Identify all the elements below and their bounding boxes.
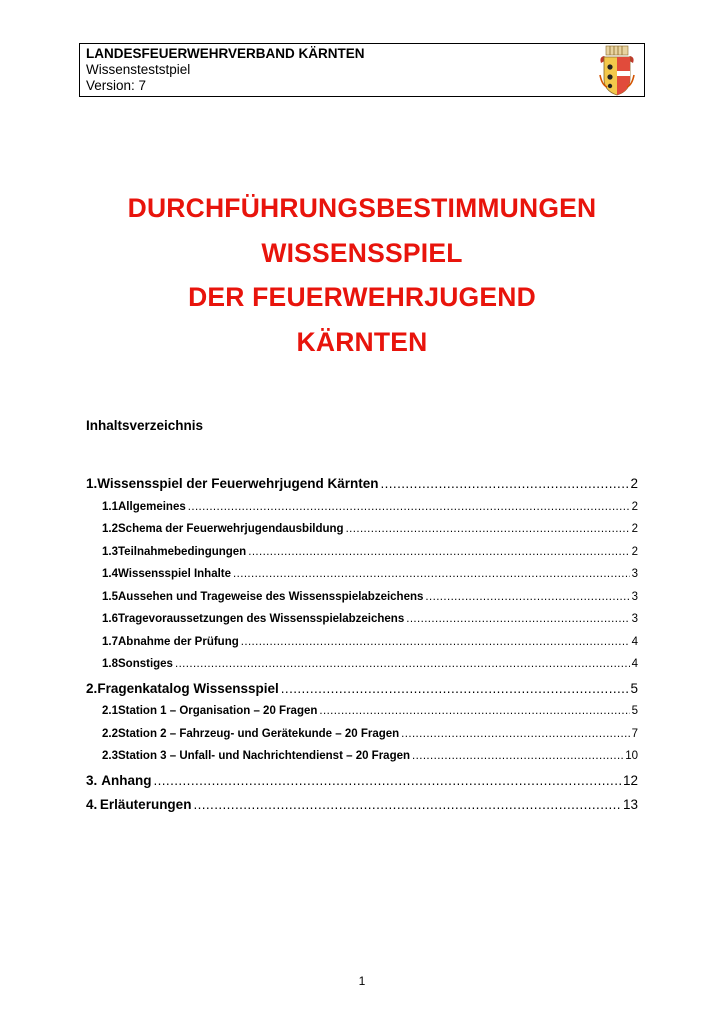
toc-entry-page[interactable]: 5 <box>631 705 638 717</box>
toc-entry-label[interactable]: Station 3 – Unfall- und Nachrichtendienst – 20 Fragen <box>118 750 411 762</box>
toc-entry-page[interactable]: 4 <box>631 635 638 648</box>
toc-entry-page[interactable]: 5 <box>630 680 638 696</box>
toc-entry[interactable] <box>86 773 638 798</box>
toc-entry-label[interactable]: Station 1 – Organisation – 20 Fragen <box>118 705 318 717</box>
toc-entry[interactable] <box>86 476 638 501</box>
toc-entry-number: 1.2 <box>102 523 118 535</box>
toc-entry[interactable] <box>86 591 638 614</box>
toc-entry-number: 1.3 <box>102 545 118 558</box>
toc-dot-leader <box>248 546 629 558</box>
toc-dot-leader <box>406 613 629 625</box>
toc-dot-leader <box>241 636 630 648</box>
toc-entry-label[interactable]: Sonstiges <box>118 658 173 670</box>
toc-entry-label[interactable]: Wissensspiel Inhalte <box>118 568 232 580</box>
toc-entry[interactable] <box>86 681 638 706</box>
toc-entry-number: 1.5 <box>102 590 118 603</box>
toc-entry-number: 4. <box>86 797 98 812</box>
toc-dot-leader <box>233 568 630 580</box>
toc-entry[interactable] <box>86 658 638 681</box>
toc-entry-page[interactable]: 10 <box>625 750 638 762</box>
title-line-1: DURCHFÜHRUNGSBESTIMMUNGEN <box>127 193 597 223</box>
toc-entry[interactable] <box>86 728 638 751</box>
toc-dot-leader <box>193 797 621 812</box>
toc-dot-leader <box>346 523 630 535</box>
toc-dot-leader <box>281 681 629 696</box>
toc-dot-leader <box>153 773 621 788</box>
toc-entry[interactable] <box>86 797 638 822</box>
toc-dot-leader <box>380 476 628 491</box>
title-line-2: WISSENSSPIEL <box>261 237 463 268</box>
document-title <box>0 186 724 364</box>
toc-entry[interactable] <box>86 501 638 524</box>
toc-entry-page[interactable]: 4 <box>631 658 638 670</box>
toc-entry-label[interactable]: Abnahme der Prüfung <box>118 635 239 648</box>
toc-entry-page[interactable]: 2 <box>631 545 638 558</box>
toc-entry-number: 2. <box>86 680 98 696</box>
header-document-name: Wissensteststpiel <box>86 62 191 77</box>
header-version: Version: 7 <box>86 78 147 93</box>
toc-entry-page[interactable]: 3 <box>631 613 638 625</box>
toc-entry-label[interactable]: Fragenkatalog Wissensspiel <box>97 680 279 696</box>
toc-entry-label[interactable]: Erläuterungen <box>99 797 192 812</box>
document-header <box>79 43 645 97</box>
toc-entry-number: 1.4 <box>102 568 118 580</box>
toc-entry-page[interactable]: 3 <box>631 590 638 603</box>
toc-entry-number: 1.1 <box>102 500 118 513</box>
toc-entry-number: 2.3 <box>102 750 118 762</box>
toc-entry-label[interactable]: Station 2 – Fahrzeug- und Gerätekunde – 20 Fragen <box>118 727 400 740</box>
toc-entry-page[interactable]: 13 <box>622 797 638 812</box>
toc-dot-leader <box>319 705 629 717</box>
toc-entry-page[interactable]: 7 <box>631 727 638 740</box>
toc-entry-page[interactable]: 2 <box>630 476 638 491</box>
header-text <box>86 46 365 94</box>
toc-entry[interactable] <box>86 705 638 728</box>
toc-entry-number: 1.8 <box>102 658 118 670</box>
toc-entry-page[interactable]: 2 <box>631 523 638 535</box>
toc-entry[interactable] <box>86 523 638 546</box>
toc-entry-label[interactable]: Wissensspiel der Feuerwehrjugend Kärnten <box>97 476 379 491</box>
toc-entry-number: 1. <box>86 476 98 491</box>
toc-entry-number: 3. <box>86 772 98 788</box>
toc-entry-label[interactable]: Schema der Feuerwehrjugendausbildung <box>118 523 344 535</box>
toc-dot-leader <box>425 591 629 603</box>
coat-of-arms-icon <box>598 45 636 97</box>
toc-dot-leader <box>412 750 623 762</box>
toc-entry[interactable] <box>86 636 638 659</box>
toc-entry-label[interactable]: Teilnahmebedingungen <box>118 545 247 558</box>
toc-entry-label[interactable]: Allgemeines <box>118 500 186 513</box>
title-line-4: KÄRNTEN <box>296 326 428 357</box>
table-of-contents <box>86 476 638 822</box>
toc-heading: Inhaltsverzeichnis <box>86 418 204 433</box>
toc-entry[interactable] <box>86 750 638 773</box>
toc-entry-number: 2.1 <box>102 705 118 717</box>
toc-entry-label[interactable]: Tragevoraussetzungen des Wissensspielabzeichens <box>118 613 405 625</box>
toc-entry[interactable] <box>86 613 638 636</box>
title-line-3: DER FEUERWEHRJUGEND <box>188 282 536 312</box>
toc-dot-leader <box>401 728 629 740</box>
toc-entry-label[interactable]: Anhang <box>101 772 152 788</box>
toc-entry-page[interactable]: 3 <box>631 568 638 580</box>
toc-entry-number: 1.7 <box>102 635 118 648</box>
toc-entry-label[interactable]: Aussehen und Trageweise des Wissensspielabzeichens <box>118 590 424 603</box>
toc-entry-page[interactable]: 2 <box>631 500 638 513</box>
toc-dot-leader <box>175 658 630 670</box>
toc-entry[interactable] <box>86 568 638 591</box>
toc-entry-page[interactable]: 12 <box>622 772 638 788</box>
toc-dot-leader <box>188 501 630 513</box>
toc-entry[interactable] <box>86 546 638 569</box>
header-organization: LANDESFEUERWEHRVERBAND KÄRNTEN <box>86 46 365 61</box>
toc-entry-number: 2.2 <box>102 727 118 740</box>
toc-entry-number: 1.6 <box>102 613 118 625</box>
page-number: 1 <box>358 974 366 988</box>
